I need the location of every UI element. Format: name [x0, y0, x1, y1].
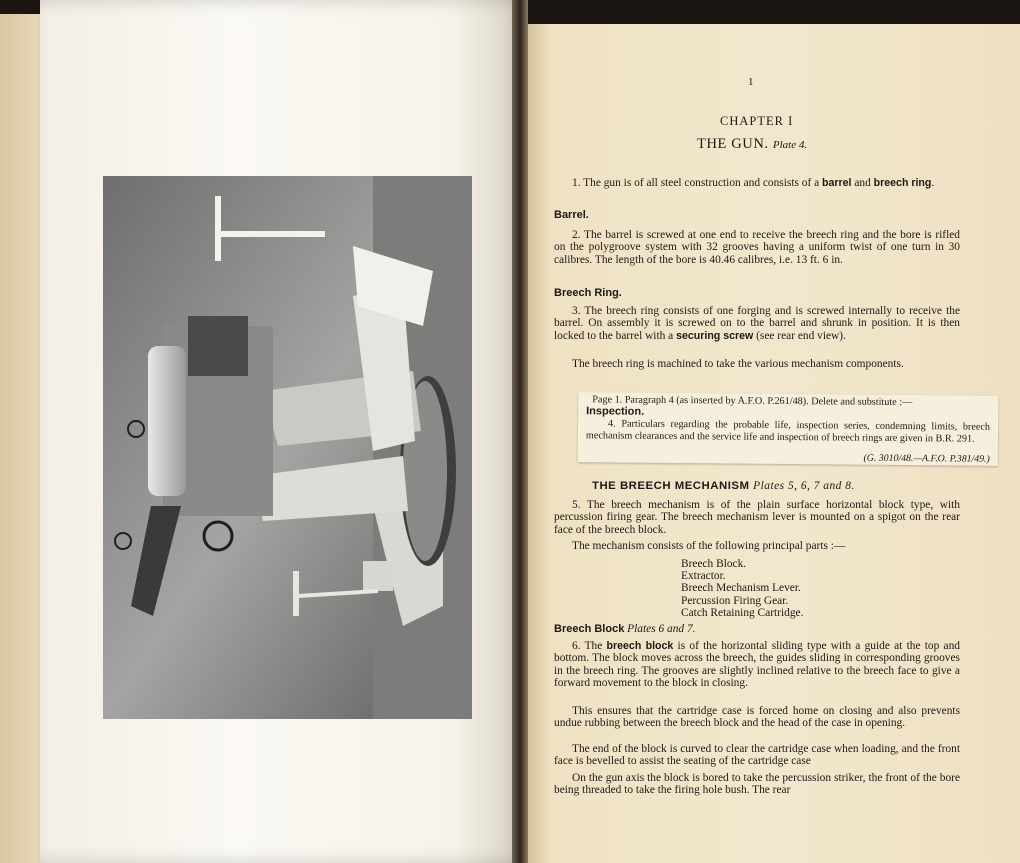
breech-ring-heading: Breech Ring. — [554, 287, 622, 299]
breech-ring-text-2: (see rear end view). — [756, 329, 846, 342]
breech-block-text-1 — [554, 640, 960, 690]
title-plate-ref: Plate 4. — [772, 139, 808, 151]
breech-mechanism-text-2: The mechanism consists of the following principal parts :— — [572, 540, 846, 552]
para1-bold-barrel: barrel — [822, 177, 852, 189]
breech-block-text-2: This ensures that the cartridge case is forced home on closing and also prevents undue rubbing between the breech block and the head of the case in opening. — [554, 705, 960, 730]
chapter-title — [697, 136, 807, 153]
amendment-line-2: Inspection. — [586, 405, 645, 418]
breech-mechanism-heading — [592, 480, 855, 492]
breech-block-plates: Plates 6 and 7. — [627, 623, 696, 635]
breech-block-text-1b: is of the horizontal sliding type with a guide at the top and bottom. The block moves across the breech, the guides sliding in corresponding grooves in the breech ring. The grooves are slightly inclined relative to the breech face to give a forward movement to the block in closing. — [554, 640, 960, 690]
para1-bold-breech-ring: breech ring — [873, 177, 932, 189]
list-item: Breech Mechanism Lever. — [681, 582, 801, 595]
breech-ring-text-1: 3. The breech ring consists of one forging and is screwed internally to receive the barrel. On assembly it is screwed on to the barrel and shrunk in position. It is then locked to the barrel with a — [554, 305, 960, 342]
parts-list — [681, 558, 803, 619]
breech-mechanism-text-1: 5. The breech mechanism is of the plain surface horizontal block type, with percussion firing gear. The breech mechanism lever is mounted on a spigot on the rear face of the breech block. — [554, 499, 960, 536]
book-gutter — [512, 0, 528, 863]
page-number: 1 — [748, 76, 754, 88]
breech-block-bold: breech block — [606, 640, 674, 652]
breech-mechanism-title: THE BREECH MECHANISM — [592, 480, 750, 492]
list-item: Breech Block. — [681, 558, 747, 570]
para1-end: . — [931, 177, 935, 189]
breech-mechanism-plates: Plates 5, 6, 7 and 8. — [753, 480, 855, 492]
list-item: Catch Retaining Cartridge. — [681, 606, 804, 619]
breech-block-text-4: On the gun axis the block is bored to take the percussion striker, the front of the bore being threaded to take the firing hole bush. The rear — [554, 772, 960, 797]
para1-text: 1. The gun is of all steel construction and consists of a — [572, 177, 820, 189]
breech-block-text-3: The end of the block is curved to clear the cartridge case when loading, and the front face is bevelled to assist the seating of the cartridge case — [554, 743, 960, 768]
gun-photograph — [103, 176, 472, 719]
list-item: Percussion Firing Gear. — [681, 594, 789, 607]
amendment-slip — [578, 392, 999, 466]
barrel-heading: Barrel. — [554, 209, 589, 221]
breech-block-heading-text: Breech Block — [554, 623, 625, 635]
breech-ring-bold: securing screw — [676, 329, 754, 342]
breech-ring-text — [554, 305, 960, 342]
para1-mid: and — [854, 177, 871, 189]
barrel-text: 2. The barrel is screwed at one end to receive the breech ring and the bore is rifled on the polygroove system with 32 grooves having a uniform twist of one turn in 30 calibres. The length of the bore is 40.46 calibres, i.e. 13 ft. 6 in. — [554, 229, 960, 266]
chapter-heading: CHAPTER I — [720, 114, 794, 128]
breech-ring-text-3: The breech ring is machined to take the various mechanism components. — [572, 358, 904, 370]
breech-block-heading — [554, 623, 960, 635]
breech-block-text-1a: 6. The — [572, 640, 603, 652]
amendment-ref: (G. 3010/48.—A.F.O. P.381/49.) — [863, 452, 990, 465]
title-text: THE GUN. — [697, 136, 769, 152]
list-item: Extractor. — [681, 570, 726, 583]
paragraph-1 — [554, 177, 960, 189]
amendment-line-3: 4. Particulars regarding the probable life, inspection series, condemning limits, breech mechanism clearances and the service life and inspection of breech rings are given in B.R. 291. — [585, 418, 991, 445]
amendment-line-1: Page 1. Paragraph 4 (as inserted by A.F.O. P.261/48). Delete and substitute :— — [592, 394, 913, 409]
